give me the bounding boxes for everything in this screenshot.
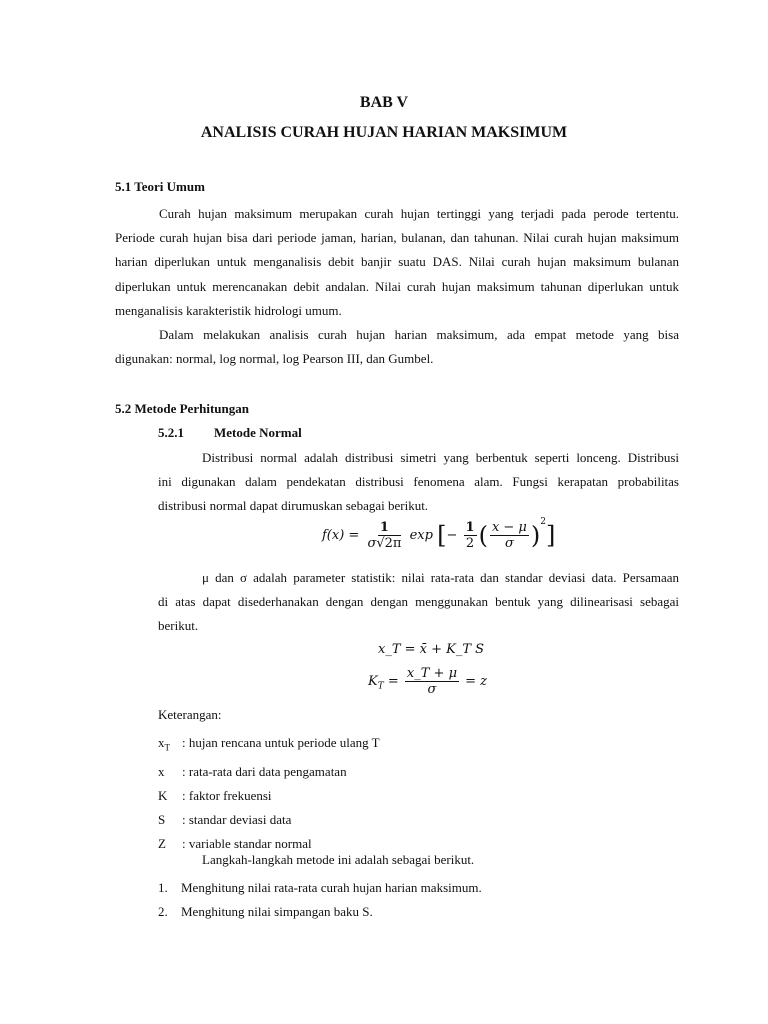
minus-sign: − — [446, 528, 458, 543]
chapter-title: BAB V — [359, 94, 409, 111]
exp-label: exp — [409, 528, 433, 543]
half-denominator: 2 — [465, 536, 475, 551]
legend-desc: : hujan rencana untuk periode ulang T — [182, 735, 380, 750]
half-fraction — [464, 520, 477, 551]
right-paren-icon: ) — [530, 521, 541, 550]
legend-symbol: x — [158, 763, 165, 779]
formula-lhs: f(x) = — [322, 528, 360, 543]
step-number: 1. — [158, 880, 168, 895]
step-item — [158, 876, 482, 900]
legend-list — [158, 731, 380, 857]
section-heading-5-1: 5.1 Teori Umum — [115, 179, 205, 194]
fraction-denominator — [365, 536, 403, 551]
section-heading-5-2: 5.2 Metode Perhitungan — [115, 401, 249, 416]
sigma-symbol: σ — [367, 536, 377, 551]
legend-symbol: K — [158, 788, 168, 803]
subsection-heading: Metode Normal — [214, 425, 302, 440]
steps-intro: Langkah-langkah metode ini adalah sebagai berikut. — [202, 852, 475, 867]
legend-item — [158, 731, 380, 760]
inner-denominator: σ — [504, 536, 514, 551]
text-line: diperlukan untuk merencanakan debit andalan. Nilai curah hujan maksimum tahunan diperlukan untuk — [115, 278, 679, 294]
text-line: distribusi normal dapat dirumuskan sebagai berikut. — [158, 498, 429, 514]
kt-symbol: K — [368, 674, 378, 689]
legend-desc: : faktor frekuensi — [182, 788, 272, 803]
sqrt-icon: √ — [376, 536, 385, 551]
legend-item — [158, 784, 380, 808]
fraction-numerator: 1 — [379, 520, 389, 535]
kt-numerator: x_T + μ — [406, 666, 458, 681]
fraction — [365, 520, 403, 551]
paragraph-metode-normal-2 — [158, 566, 679, 639]
subsection-number: 5.2.1 — [158, 425, 184, 440]
normal-pdf-formula — [322, 516, 556, 551]
legend-item — [158, 760, 380, 784]
chapter-subtitle: ANALISIS CURAH HUJAN HARIAN MAKSIMUM — [200, 124, 568, 141]
legend-symbol: Z — [158, 836, 166, 852]
inner-numerator: x − μ — [491, 520, 527, 535]
text-line: Distribusi normal adalah distribusi simetri yang berbentuk seperti lonceng. Distribusi — [202, 450, 679, 465]
text-line: ini digunakan dalam pendekatan distribusi fenomena alam. Fungsi kerapatan probabilitas — [158, 474, 679, 490]
paragraph-metode-normal-1 — [158, 446, 679, 519]
step-text: Menghitung nilai simpangan baku S. — [181, 904, 373, 920]
right-bracket-icon: ] — [545, 521, 556, 550]
kt-fraction — [405, 666, 459, 697]
legend-item — [158, 808, 380, 832]
equals-sign: = — [387, 674, 403, 689]
half-numerator: 1 — [465, 520, 475, 535]
text-line: Curah hujan maksimum merupakan curah hujan tertinggi yang terjadi pada perode tertentu. — [159, 206, 679, 221]
legend-desc: : standar deviasi data — [182, 812, 292, 828]
keterangan-label: Keterangan: — [158, 707, 222, 722]
text-line: Periode curah hujan bisa dari periode jaman, harian, bulanan, dan tahunan. Nilai curah hujan maksimum — [115, 230, 679, 246]
kt-subscript: T — [377, 681, 384, 692]
left-bracket-icon: [ — [437, 521, 447, 550]
frequency-factor-formula — [368, 666, 487, 697]
left-paren-icon: ( — [478, 521, 488, 550]
legend-symbol: S — [158, 812, 166, 828]
legend-desc: : variable standar normal — [182, 836, 312, 852]
legend-desc: : rata-rata dari data pengamatan — [182, 763, 347, 779]
text-line: di atas dapat disederhanakan dengan dengan menggunakan bentuk yang dilinearisasi sebagai — [158, 594, 679, 610]
text-line: μ dan σ adalah parameter statistik: nilai rata-rata dan standar deviasi data. Persamaan — [202, 570, 679, 585]
paragraph-teori-umum-2 — [115, 323, 679, 371]
sqrt-content: 2π — [384, 536, 402, 551]
text-line: digunakan: normal, log normal, log Pearson III, dan Gumbel. — [115, 351, 434, 367]
kt-denominator: σ — [427, 682, 437, 697]
text-line: harian diperlukan untuk menganalisis debit banjir suatu DAS. Nilai curah hujan maksimum bulanan — [115, 254, 679, 270]
text-line: menganalisis karakteristik hidrologi umum. — [115, 302, 342, 318]
steps-list — [158, 876, 482, 924]
step-text: Menghitung nilai rata-rata curah hujan harian maksimum. — [181, 880, 482, 895]
step-number: 2. — [158, 904, 168, 920]
step-item — [158, 900, 482, 924]
inner-fraction — [490, 520, 529, 551]
linear-formula: x_T = x̄ + K_T S — [378, 642, 485, 657]
legend-symbol: $x_T$ — [158, 735, 170, 753]
text-line: Dalam melakukan analisis curah hujan harian maksimum, ada empat metode yang bisa — [159, 327, 679, 342]
text-line: berikut. — [158, 618, 199, 634]
exponent: 2 — [540, 516, 546, 527]
z-rhs: = z — [465, 674, 488, 689]
paragraph-teori-umum-1 — [115, 202, 679, 323]
